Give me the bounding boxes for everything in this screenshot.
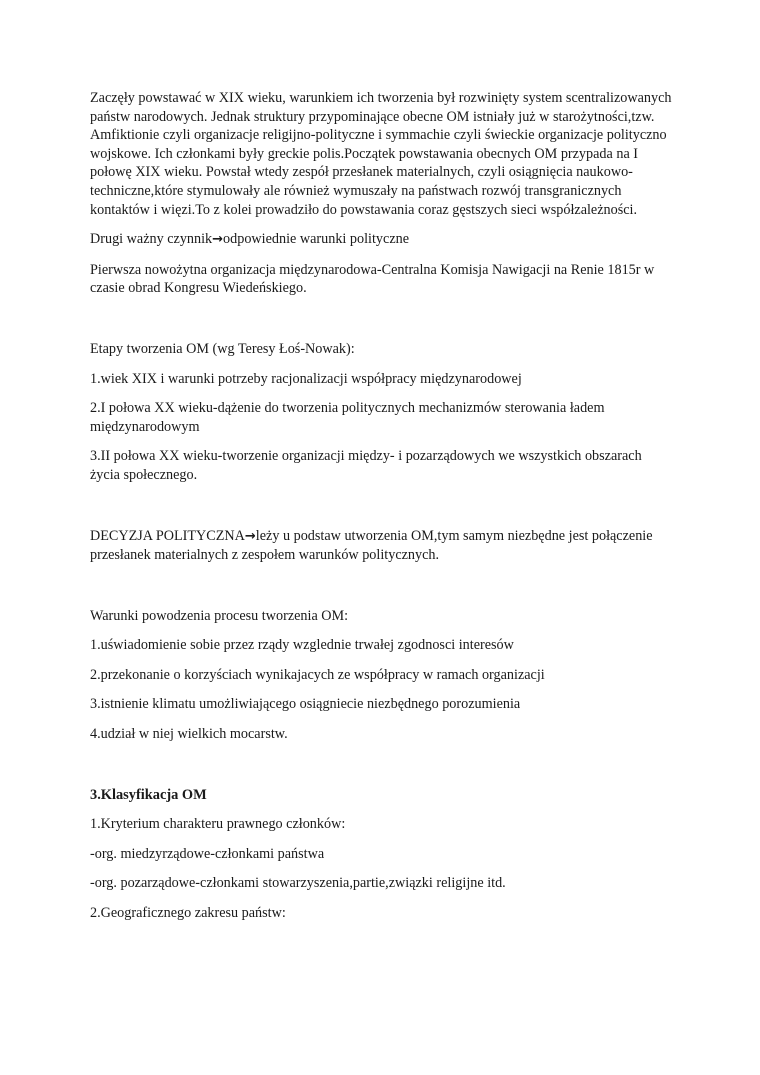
document-page	[90, 89, 675, 923]
condition-item: 4.udział w niej wielkich mocarstw.	[90, 726, 288, 743]
political-decision-paragraph	[90, 527, 675, 565]
classification-item: 2.Geograficznego zakresu państw:	[90, 905, 286, 922]
political-decision-label: DECYZJA POLITYCZNA	[90, 527, 245, 544]
condition-item: 1.uświadomienie sobie przez rządy wzglednie trwałej zgodnosci interesów	[90, 637, 514, 654]
conditions-title: Warunki powodzenia procesu tworzenia OM:	[90, 607, 349, 624]
second-factor-text: odpowiednie warunki polityczne	[223, 231, 410, 248]
first-organization-paragraph: Pierwsza nowożytna organizacja międzynarodowa-Centralna Komisja Nawigacji na Renie 1815r w czasie obrad Kongresu Wiedeńskiego.	[90, 261, 655, 297]
right-arrow-icon: →	[244, 528, 256, 544]
classification-item: -org. pozarządowe-członkami stowarzyszenia,partie,związki religijne itd.	[90, 875, 506, 892]
second-factor-label: Drugi ważny czynnik	[90, 231, 213, 248]
second-factor-line	[90, 230, 675, 250]
stage-item: 2.I połowa XX wieku-dążenie do tworzenia politycznych mechanizmów sterowania ładem międzynarodowym	[90, 400, 605, 435]
stage-item: 3.II połowa XX wieku-tworzenie organizacji między- i pozarządowych we wszystkich obszarach życia społecznego.	[90, 448, 642, 483]
intro-paragraph: Zaczęły powstawać w XIX wieku, warunkiem ich tworzenia był rozwinięty system scentralizowanych państw narodowych. Jednak struktury przypominające obecne OM istniały już w starożytności,tzw. Amfiktionie czyli organizacje religijno-polityczne i symmachie czyli świeckie organizacje polityczno wojskowe. Ich członkami były greckie polis.Początek powstawania obecnych OM przypada na I połowę XIX wieku. Powstał wtedy zespół przesłanek materialnych, czyli osiągnięcia naukowo-techniczne,które stymulowały ale również wymuszały na państwach rozwój transgranicznych kontaktów i więzi.To z kolei prowadziło do powstawania coraz gęstszych sieci współzależności.	[90, 90, 672, 218]
political-decision-text: leży u podstaw utworzenia OM,tym samym niezbędne jest połączenie przesłanek materialnych z zespołem warunków politycznych.	[90, 527, 653, 564]
classification-heading: 3.Klasyfikacja OM	[90, 786, 207, 803]
classification-item: -org. miedzyrządowe-członkami państwa	[90, 845, 325, 862]
right-arrow-icon: →	[212, 232, 224, 248]
condition-item: 2.przekonanie o korzyściach wynikajacych ze współpracy w ramach organizacji	[90, 666, 545, 683]
condition-item: 3.istnienie klimatu umożliwiającego osiągniecie niezbędnego porozumienia	[90, 696, 521, 713]
classification-item: 1.Kryterium charakteru prawnego członków:	[90, 816, 346, 833]
stages-title: Etapy tworzenia OM (wg Teresy Łoś-Nowak):	[90, 340, 355, 357]
stage-item: 1.wiek XIX i warunki potrzeby racjonalizacji współpracy międzynarodowej	[90, 370, 522, 387]
